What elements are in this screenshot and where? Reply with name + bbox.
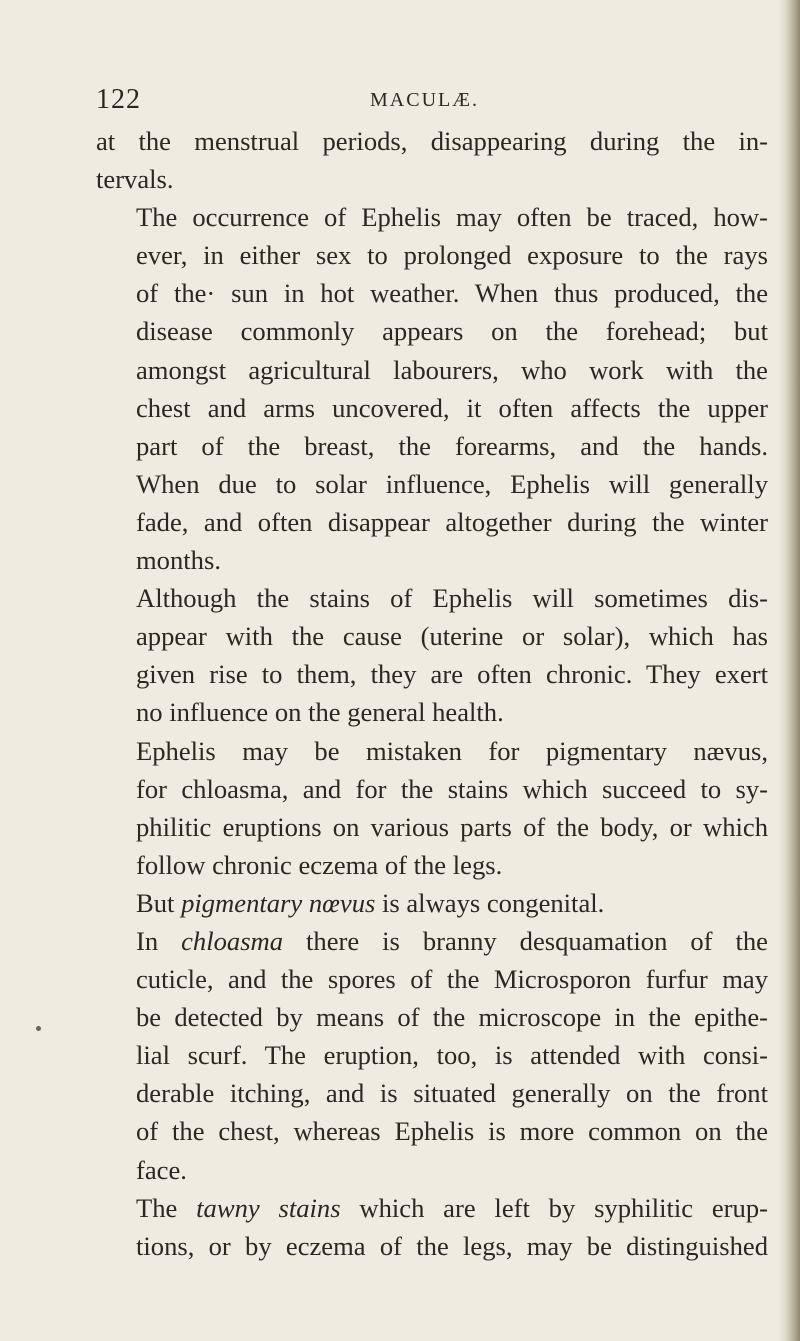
text-line: amongst agricultural labourers, who work with the xyxy=(136,354,768,385)
text-line: ever, in either sex to prolonged exposure to the rays xyxy=(136,240,768,271)
text-line xyxy=(96,922,768,960)
page-number: 122 xyxy=(96,84,141,115)
body-text xyxy=(96,122,768,1265)
italic-term: tawny stains xyxy=(196,1192,341,1223)
text-line xyxy=(96,884,768,922)
paragraph-occurrence xyxy=(96,198,768,579)
italic-term: chloasma xyxy=(181,925,284,956)
page-edge-shadow xyxy=(778,0,800,1341)
text-line: of the chest, whereas Ephelis is more common on the xyxy=(136,1116,768,1147)
text-line: lial scurf. The eruption, too, is attended with consi- xyxy=(136,1040,768,1071)
paragraph-menstrual xyxy=(96,122,768,198)
paragraph-naevus xyxy=(96,884,768,922)
paragraph-chloasma xyxy=(96,922,768,1189)
text-line: part of the breast, the forearms, and the hands. xyxy=(136,430,768,461)
line-text: there is branny desquamation of the xyxy=(283,925,768,956)
text-line: of the· sun in hot weather. When thus produced, the xyxy=(136,278,768,309)
text-line: The occurrence of Ephelis may often be traced, how- xyxy=(136,202,768,233)
running-head xyxy=(96,84,756,118)
paragraph-mistaken xyxy=(96,732,768,884)
text-line: chest and arms uncovered, it often affects the upper xyxy=(136,392,768,423)
text-line: no influence on the general health. xyxy=(136,697,504,728)
text-line: for chloasma, and for the stains which succeed to sy- xyxy=(136,773,768,804)
line-text: But xyxy=(136,887,182,918)
text-line: cuticle, and the spores of the Microsporon furfur may xyxy=(136,964,768,995)
text-line: When due to solar influence, Ephelis will generally xyxy=(136,468,768,499)
text-line: fade, and often disappear altogether during the winter xyxy=(136,506,768,537)
text-line: tions, or by eczema of the legs, may be distinguished xyxy=(136,1230,768,1261)
text-line: Although the stains of Ephelis will sometimes dis- xyxy=(136,583,768,614)
text-line: given rise to them, they are often chronic. They exert xyxy=(136,659,768,690)
text-line: appear with the cause (uterine or solar), which has xyxy=(136,621,768,652)
text-line: Ephelis may be mistaken for pigmentary nævus, xyxy=(136,735,768,766)
text-line: be detected by means of the microscope in the epithe- xyxy=(136,1002,768,1033)
italic-term: pigmentary nœvus xyxy=(181,887,376,918)
text-line: at the menstrual periods, disappearing during the in- xyxy=(96,126,768,156)
line-text: In xyxy=(136,925,182,956)
text-line: derable itching, and is situated generally on the front xyxy=(136,1078,768,1109)
print-speck xyxy=(36,1026,41,1031)
line-text: The xyxy=(136,1192,197,1223)
paragraph-although xyxy=(96,579,768,731)
text-line: follow chronic eczema of the legs. xyxy=(136,849,503,880)
line-text: which are left by syphilitic erup- xyxy=(340,1192,768,1223)
text-line: tervals. xyxy=(96,164,174,195)
text-line: face. xyxy=(136,1154,187,1185)
text-line xyxy=(96,1189,768,1227)
text-line: disease commonly appears on the forehead; but xyxy=(136,316,768,347)
text-line: months. xyxy=(136,545,221,576)
text-line: philitic eruptions on various parts of the body, or which xyxy=(136,811,768,842)
line-text: is always congenital. xyxy=(375,887,605,918)
running-title: MACULÆ. xyxy=(370,89,480,111)
paragraph-tawny xyxy=(96,1189,768,1265)
